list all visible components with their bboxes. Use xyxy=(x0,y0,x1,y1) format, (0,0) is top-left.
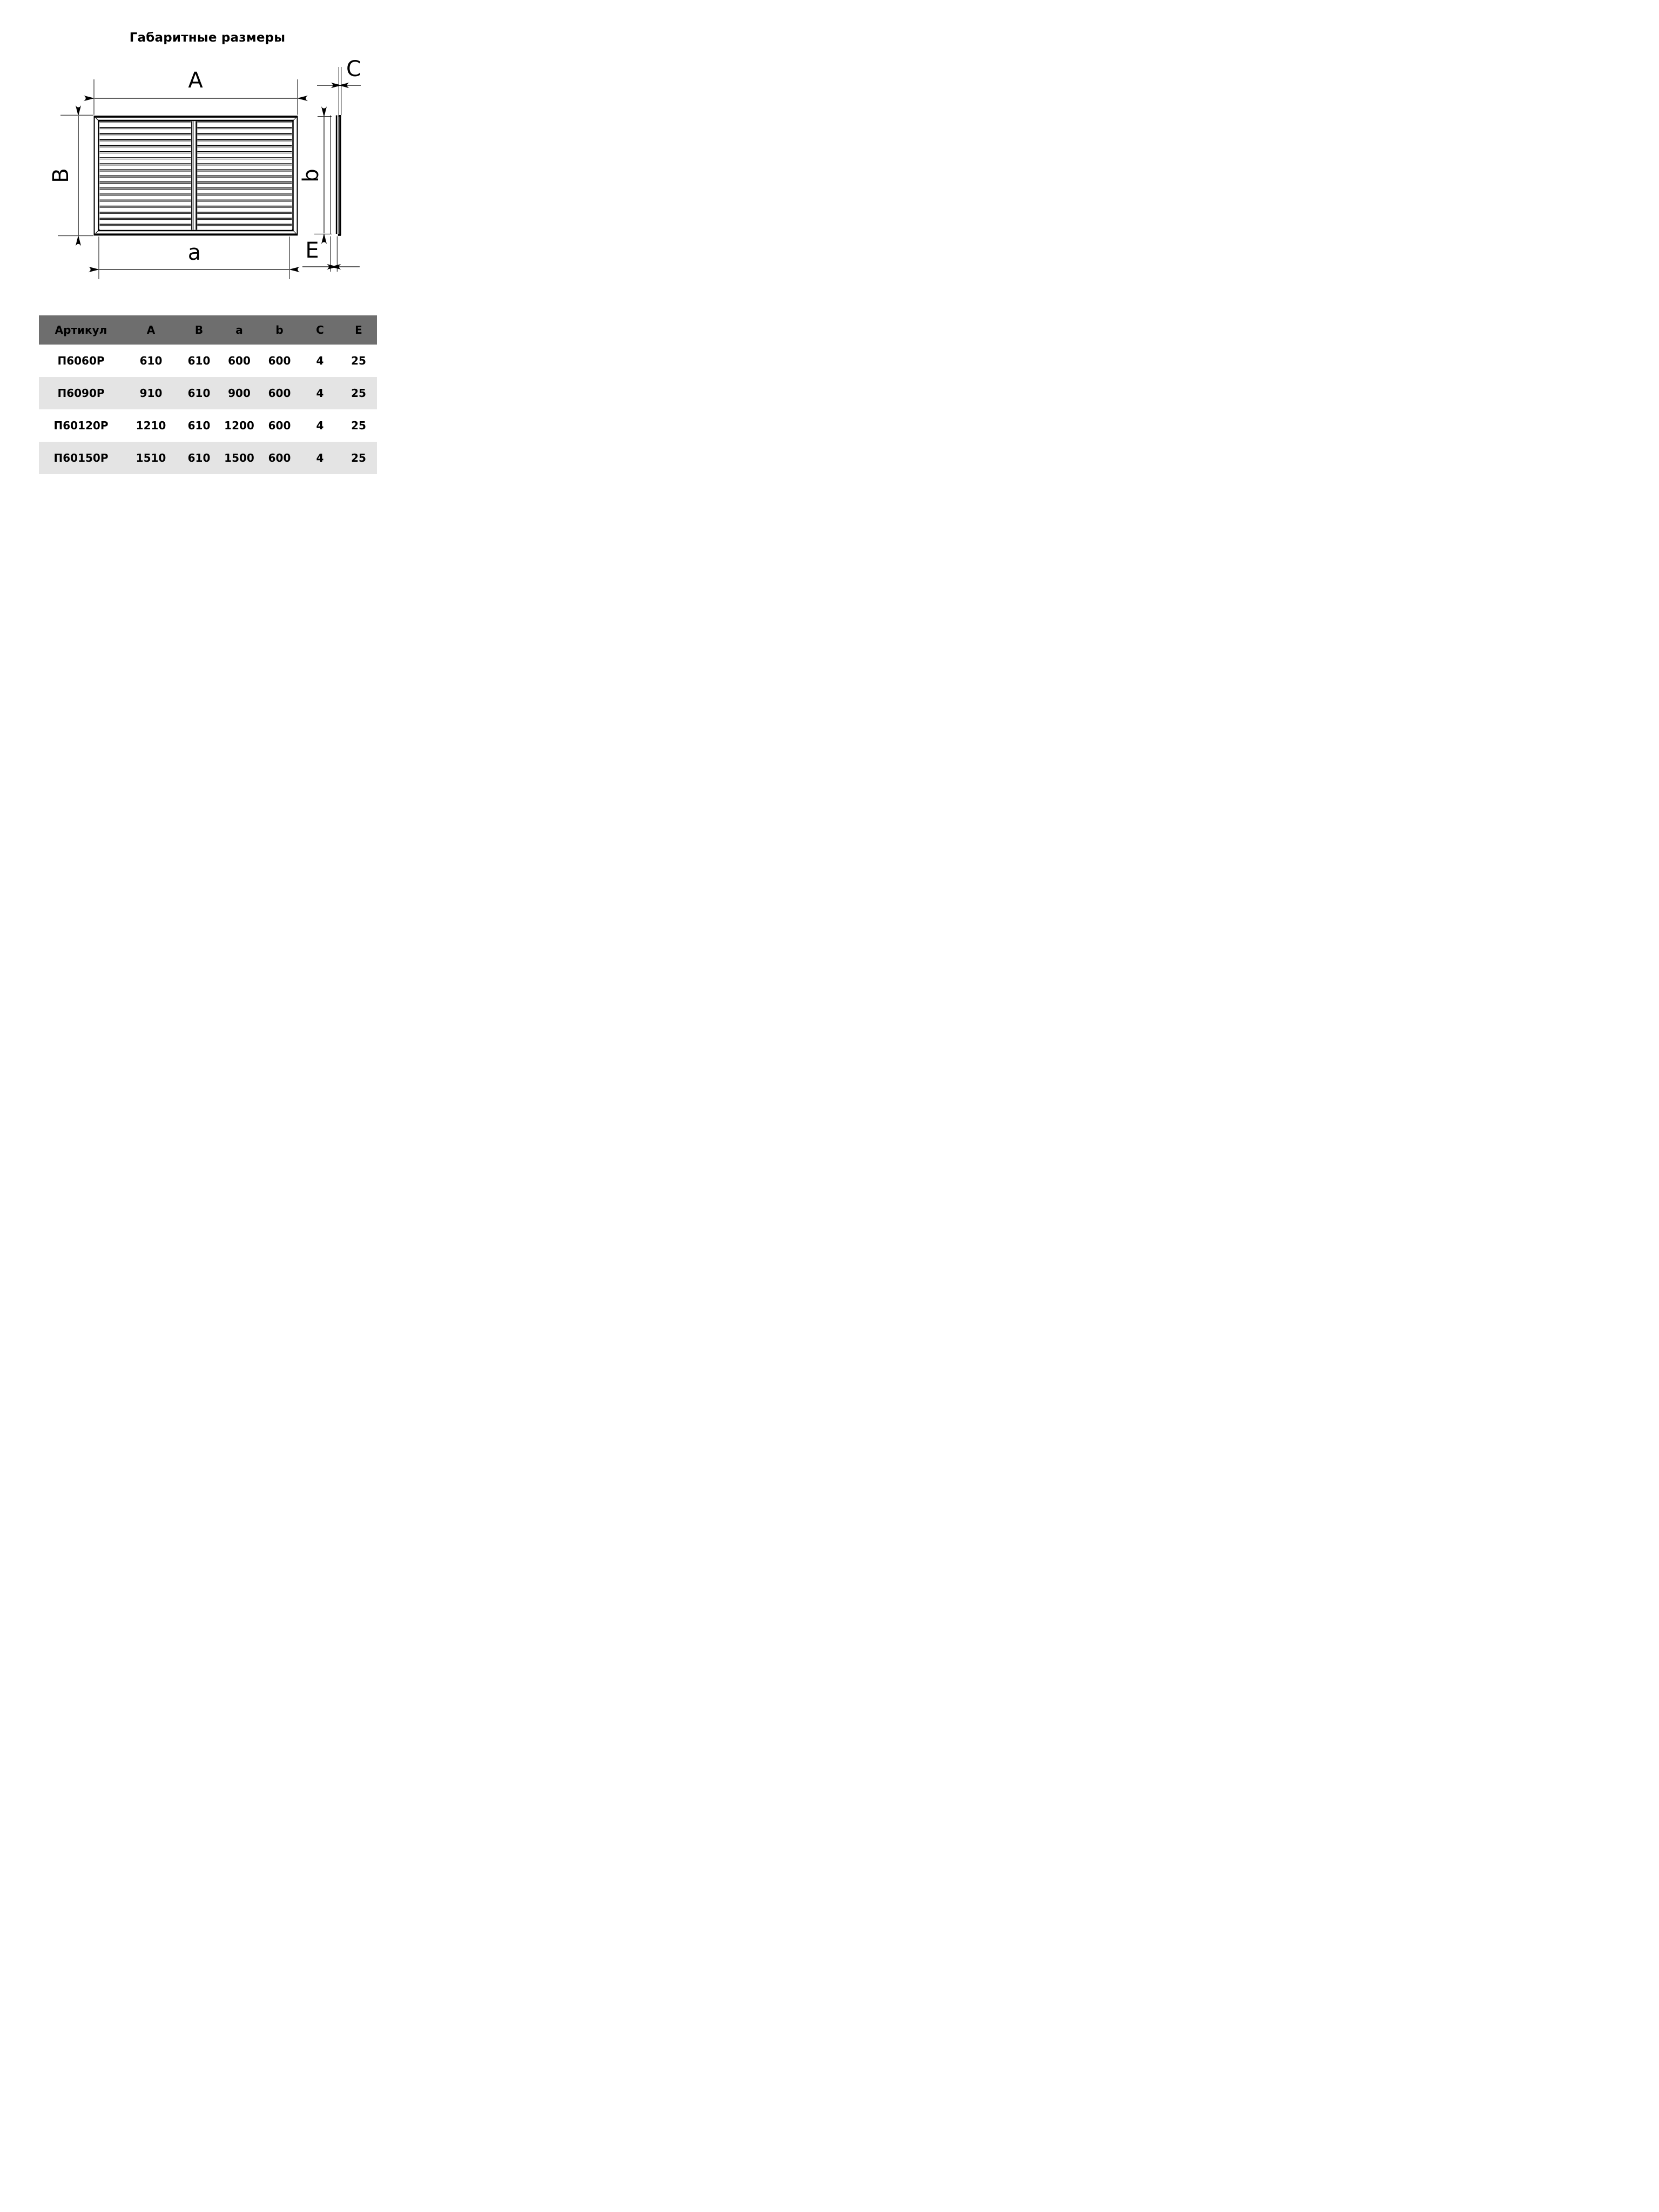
cell-E: 25 xyxy=(351,419,366,432)
dimension-a xyxy=(99,237,289,279)
cell-B: 610 xyxy=(187,451,211,464)
col-header-B: B xyxy=(194,323,204,336)
table-row xyxy=(39,442,377,474)
cell-A: 910 xyxy=(139,387,163,400)
cell-A: 1210 xyxy=(136,419,166,432)
cell-article: П6090Р xyxy=(57,387,105,400)
cell-A: 1510 xyxy=(136,451,166,464)
dimension-B xyxy=(49,115,93,235)
dim-label-b: b xyxy=(299,168,323,183)
side-panel-bar xyxy=(339,115,341,235)
cell-b: 600 xyxy=(268,451,291,464)
side-bottom-foot xyxy=(338,234,341,236)
cell-a: 600 xyxy=(228,354,251,367)
cell-E: 25 xyxy=(351,451,366,464)
cell-b: 600 xyxy=(268,419,291,432)
dimension-C xyxy=(317,57,361,115)
dimension-A xyxy=(94,68,298,115)
dim-label-B: B xyxy=(49,168,73,183)
col-header-a: a xyxy=(235,323,243,336)
dim-label-A: A xyxy=(188,68,203,93)
dimension-drawing xyxy=(0,0,415,302)
cell-B: 610 xyxy=(187,354,211,367)
table-row xyxy=(39,345,377,377)
cell-article: П60120Р xyxy=(53,419,109,432)
col-header-C: C xyxy=(316,323,324,336)
table-row xyxy=(39,409,377,442)
cell-E: 25 xyxy=(351,354,366,367)
cell-b: 600 xyxy=(268,354,291,367)
spec-table xyxy=(39,315,377,474)
cell-a: 1500 xyxy=(224,451,254,464)
cell-B: 610 xyxy=(187,387,211,400)
cell-a: 900 xyxy=(228,387,251,400)
grille-side-view xyxy=(331,115,341,236)
table-row xyxy=(39,377,377,409)
cell-A: 610 xyxy=(139,354,163,367)
table-header-row xyxy=(39,315,377,345)
side-top-step xyxy=(339,115,341,117)
cell-C: 4 xyxy=(316,354,324,367)
grille-front-view xyxy=(94,117,298,235)
cell-article: П60150Р xyxy=(53,451,109,464)
cell-a: 1200 xyxy=(224,419,254,432)
dim-label-E: E xyxy=(305,238,319,263)
page-title: Габаритные размеры xyxy=(129,31,286,45)
cell-b: 600 xyxy=(268,387,291,400)
cell-C: 4 xyxy=(316,451,324,464)
col-header-E: E xyxy=(355,323,362,336)
dim-label-C: C xyxy=(346,57,361,82)
col-header-A: A xyxy=(146,323,156,336)
dimension-E xyxy=(302,237,360,272)
side-flange-bar xyxy=(336,116,338,234)
cell-E: 25 xyxy=(351,387,366,400)
dim-label-a: a xyxy=(187,240,201,265)
cell-C: 4 xyxy=(316,419,324,432)
cell-B: 610 xyxy=(187,419,211,432)
cell-article: П6060Р xyxy=(57,354,105,367)
dimension-b xyxy=(299,117,332,234)
col-header-b: b xyxy=(275,323,284,336)
center-divider xyxy=(191,122,198,230)
cell-C: 4 xyxy=(316,387,324,400)
page xyxy=(0,0,415,553)
col-header-article: Артикул xyxy=(55,323,107,336)
